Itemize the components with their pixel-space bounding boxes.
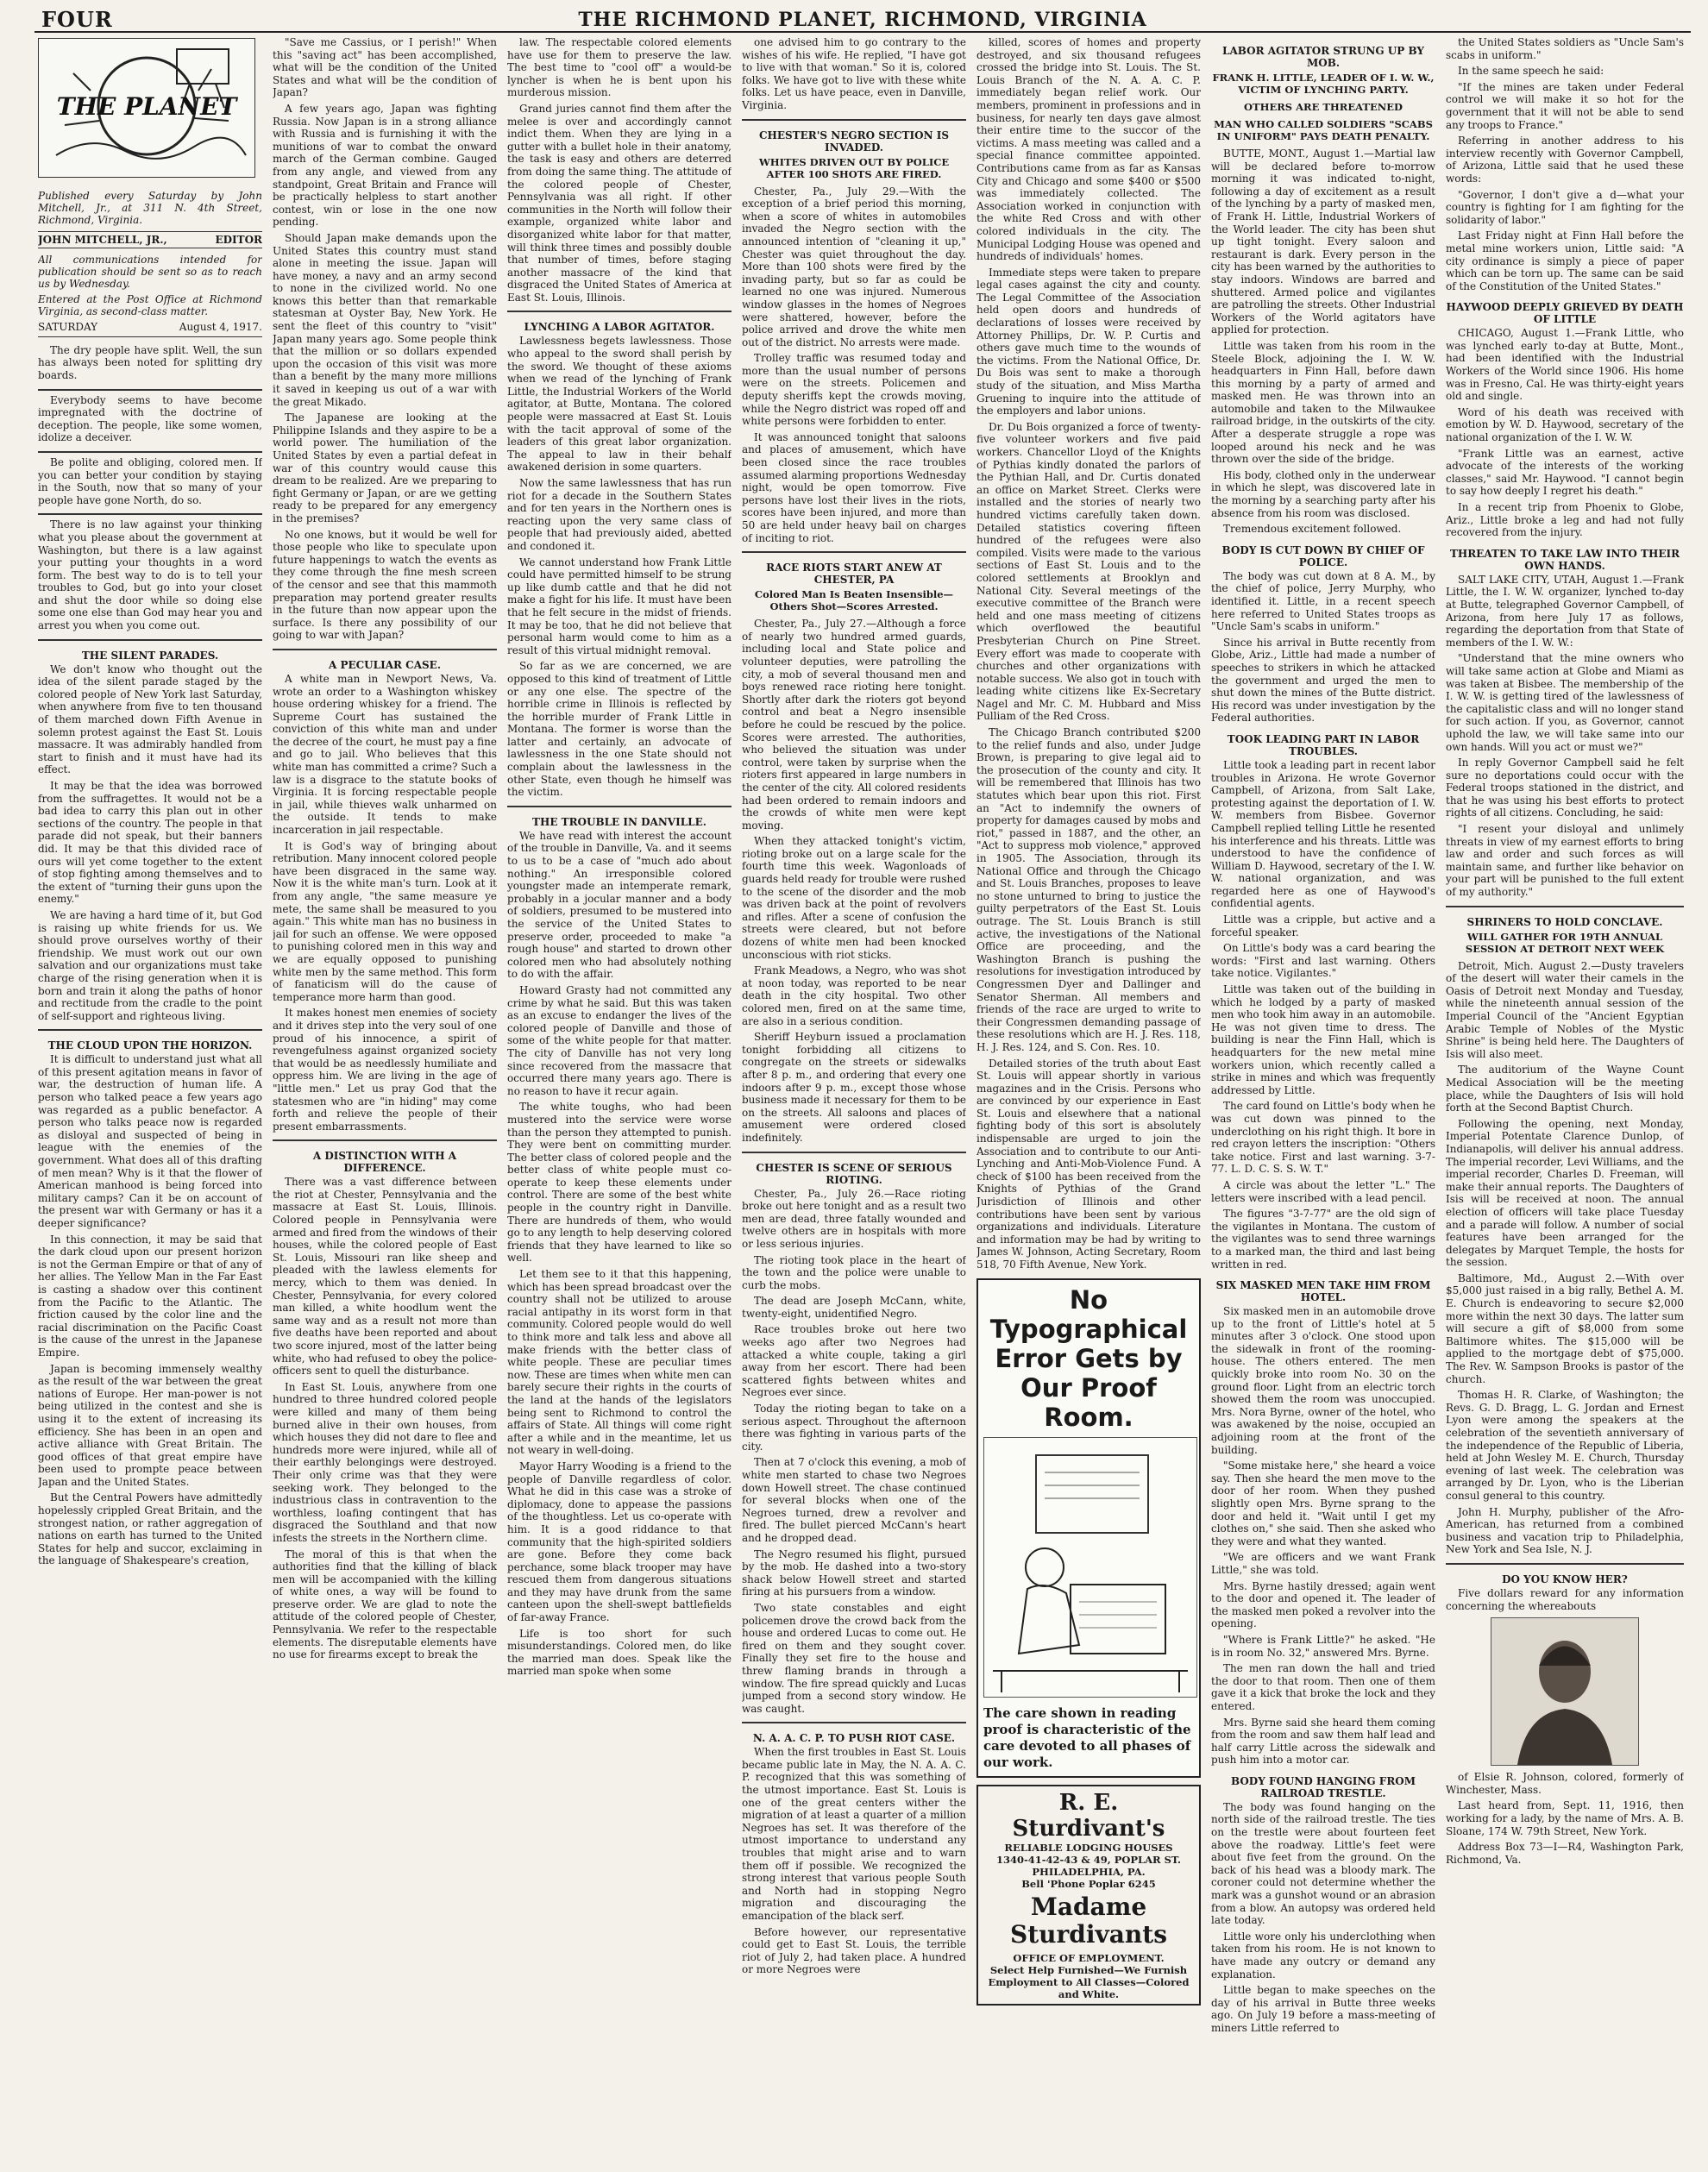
article-subheading: FRANK H. LITTLE, LEADER OF I. W. W., VICTIM OF LYNCHING PARTY. xyxy=(1212,72,1435,96)
article-heading: A DISTINCTION WITH A DIFFERENCE. xyxy=(312,1150,457,1175)
paragraph: The Japanese are looking at the Philippine Islands and they aspire to be a world power. The humiliation of the United States by even a partial defeat in war of this country would cause this dream to be realized. Are we preparing to fight Germany or Japan, or are we getting ready to be prepared for any emergency in the premises? xyxy=(273,411,497,524)
paragraph: Little took a leading part in recent labor troubles in Arizona. He wrote Governor Campbell, of Arizona, from Salt Lake, protesting against the deportation of I. W. W. members from Bisbee. Governor Campbell replied telling Little he resented his interference and his threats. Little was understood to have the confidence of William D. Haywood, secretary of the I. W. W. national organization, and was regarded here as one of Haywood's confidential agents. xyxy=(1211,758,1435,910)
article-heading: SHRINERS TO HOLD CONCLAVE. xyxy=(1466,915,1663,928)
paragraph: In reply Governor Campbell said he felt sure no deportations could occur with the Federal troops stationed in the district, and that he was using his best efforts to protect rights of all citizens. Concluding, he said: xyxy=(1446,756,1684,819)
paragraph: A white man in Newport News, Va. wrote an order to a Washington whiskey house ordering whiskey for a friend. The Supreme Court has sustained the conviction of this white man and under the decree of the court, he must pay a fine and go to jail. Who believes that this white man has committed a crime? Such a law is a disgrace to the statute books of Virginia. It is forcing respectable people in jail, while thieves walk unharmed on the outside. It tends to make incarceration in jail respectable. xyxy=(273,672,497,837)
paragraph: Detailed stories of the truth about East St. Louis will appear shortly in various magazines and in the Crisis. Persons who are convinced by our experience in East St. Louis and elsewhere that a national fighting body of this sort is absolutely indispensable are urged to join the Association and to contribute to our Anti-Lynching and Anti-Mob-Violence Fund. A check of $100 has been received from the Knights of Pythias of the Grand Jurisdiction of Illinois and other contributions have been sent by various organizations and individuals. Literature and information may be had by writing to James W. Johnson, Acting Secretary, Room 518, 70 Fifth Avenue, New York. xyxy=(976,1057,1201,1271)
paragraph: Trolley traffic was resumed today and more than the usual number of persons were on the streets. Policemen and deputy sheriffs kept the crowds moving, while the Negro district was roped off and white persons were forbidden to enter. xyxy=(742,352,966,428)
paragraph: Should Japan make demands upon the United States this country must stand alone in meeting the issue. Japan will have money, a navy and an army second to none in the civilized world. No one knows this better than that remarkable statesman at Oyster Bay, New York. He sent the fleet of this country to "visit" Japan many years ago. Some people think that the million or so dollars expended upon the occasion of this visit was more than a benefit by the many more millions it saved in keeping us out of a war with the great Mikado. xyxy=(273,231,497,408)
divider xyxy=(1446,906,1684,907)
paragraph: Mayor Harry Wooding is a friend to the people of Danville regardless of color. What he did in this case was a stroke of diplomacy, done to appease the passions of the thoughtless. Let us co-operate with him. It is a good riddance to that community that the high-spirited soldiers are gone. Before they come back perchance, some black trooper may have rescued them from dangerous situations and they may have drunk from the same canteen upon the shell-swept battlefields of far-away France. xyxy=(507,1460,732,1624)
paragraph: The moral of this is that when the authorities find that the killing of black men will be accompanied with the killing of white ones, a way will be found to preserve order. We are glad to note the attitude of the colored people of Chester, Pennsylvania. We refer to the respectable elements. The disreputable elements have no use for firearms except to break the xyxy=(273,1547,497,1661)
divider xyxy=(38,389,262,391)
paragraph: "Where is Frank Little?" he asked. "He is in room No. 32," answered Mrs. Byrne. xyxy=(1211,1633,1435,1659)
paragraph: Japan is becoming immensely wealthy as the result of the war between the great nations of Europe. Her man-power is not being utilized in the contest and she is using it to the extent of increasing its efficiency. She has been in an open and active alliance with Great Britain. The good offices of that great empire have been used to prompte peace between Japan and the United States. xyxy=(38,1362,262,1488)
paragraph: Tremendous excitement followed. xyxy=(1223,523,1402,536)
paragraph: We have read with interest the account of the trouble in Danville, Va. and it seems to us to be a case of "much ado about nothing." An irresponsible colored youngster made an intemperate remark, probably in a jocular manner and a body of soldiers, presumed to be mustered into the service of the United States to preserve order, proceeded to make "a rough house" and started to drown other colored men who had absolutely nothing to do with the affair. xyxy=(507,829,732,981)
paragraph: "Save me Cassius, or I perish!" When this "saving act" has been accomplished, what will be the condition of the United States and what will be the condition of Japan? xyxy=(273,36,497,99)
ad-business-name: R. E. Sturdivant's xyxy=(1012,1790,1165,1842)
ad-address: 1340-41-42-43 & 49, POPLAR ST. xyxy=(995,1854,1181,1867)
issue-date xyxy=(38,321,262,337)
paragraph: one advised him to go contrary to the wishes of his wife. He replied, "I have got to live with that woman." So it is, colored folks. We have got to live with these white folks. Let us have peace, even in Danville, Virginia. xyxy=(742,36,966,111)
paragraph: "Frank Little was an earnest, active advocate of the interests of the working classes," said Mr. Haywood. "I cannot begin to say how deeply I regret his death." xyxy=(1446,447,1684,498)
article-subheading: WILL GATHER FOR 19TH ANNUAL SESSION AT DETROIT NEXT WEEK xyxy=(1465,930,1665,955)
column-6 xyxy=(1211,36,1435,2163)
paragraph: Since his arrival in Butte recently from Globe, Ariz., Little had made a number of speeches to strikers in which he attacked the government and urged the men to shut down the mines of the Butte district. His record was under investigation by the Federal authorities. xyxy=(1211,636,1435,725)
paragraph: In East St. Louis, anywhere from one hundred to three hundred colored people were killed and many of them being burned alive in their own houses, from which houses they did not dare to flee and hundreds more were injured, while all of their earthly belongings were destroyed. Their only crime was that they were seeking work. They belonged to the industrious class in contravention to the worthless, loafing contingent that has disgraced the Southland and that now infests the streets in the Northern clime. xyxy=(273,1380,497,1544)
paragraph: CHICAGO, August 1.—Frank Little, who was lynched early to-day at Butte, Mont., had been identified with the Industrial Workers of the World since 1906. His home was in Fresno, Cal. He was thirty-eight years old and single. xyxy=(1446,327,1684,403)
paragraph: SALT LAKE CITY, UTAH, August 1.—Frank Little, the I. W. W. organizer, lynched to-day at Butte, telegraphed Governor Campbell, of Arizona, from here July 17 as follows, regarding the deportation from that State of members of the I. W. W.: xyxy=(1446,573,1684,649)
column-3 xyxy=(507,36,732,2163)
ad-line: RELIABLE LODGING HOUSES xyxy=(1004,1842,1173,1855)
paragraph: "Governor, I don't give a d—what your country is fighting for I am fighting for the solidarity of labor." xyxy=(1446,188,1684,226)
paragraph: Then at 7 o'clock this evening, a mob of white men started to chase two Negroes down Howell street. The chase continued for several blocks when one of the Negroes turned, drew a revolver and fired. The bullet pierced McCann's heart and he dropped dead. xyxy=(742,1456,966,1544)
paragraph: But the Central Powers have admittedly hopelessly crippled Great Britain, and the strongest nation, or rather aggregation of nations on earth has turned to the United States for help and succor, exclaiming in the language of Shakespeare's creation, xyxy=(38,1491,262,1567)
paragraph: On Little's body was a card bearing the words: "First and last warning. Others take notice. Vigilantes." xyxy=(1211,942,1435,980)
paragraph: We cannot understand how Frank Little could have permitted himself to be strung up like dumb cattle and that he did not make a fight for his life. It must have been that he felt secure in the midst of friends. It may be too, that he did not believe that personal harm would come to him as a result of this virtual midnight removal. xyxy=(507,556,732,656)
paragraph: Sheriff Heyburn issued a proclamation tonight forbidding all citizens to congregate on the streets or sidewalks after 8 p. m., and ordering that every one indoors after 9 p. m., except those whose business made it necessary for them to be on the streets. All saloons and places of amusement were ordered closed indefinitely. xyxy=(742,1031,966,1144)
paragraph: killed, scores of homes and property destroyed, and six thousand refugees crossed the bridge into St. Louis. The St. Louis Branch of the N. A. A. C. P. immediately began relief work. Our members, prominent in professions and in business, for nearly ten days gave almost their entire time to the succor of the victims. A mass meeting was called and a special finance committee appointed. Contributions came from as far as Kansas City and Chicago and some $400 or $500 was immediately collected. The Association worked in conjunction with the white Red Cross and with other colored individuals in the city. The Municipal Lodging House was opened and hundreds of individuals' homes. xyxy=(976,36,1201,263)
paragraph: BUTTE, MONT., August 1.—Martial law will be declared before to-morrow morning it was indicated to-night, following a day of excitement as a result of the lynching by a party of masked men, of Frank H. Little, Industrial Workers of the World leader. The city has been shut up tight tonight. Every saloon and restaurant is dark. Every person in the city has been warned by the authorities to stay indoors. Windows are barred and shuttered. Armed police and vigilantes are patrolling the streets. Other Industrial Workers of the World agitators have applied for protection. xyxy=(1211,148,1435,336)
paragraph: Baltimore, Md., August 2.—With over $5,000 just raised in a big rally, Bethel A. M. E. Church is endeavoring to secure $2,000 more within the next 30 days. The latter sum will secure a gift of $8,000 from some Baltimore whites. The $15,000 will be applied to the mortgage debt of $75,000. The Rev. W. Sampson Brooks is pastor of the church. xyxy=(1446,1271,1684,1385)
paragraph: It is God's way of bringing about retribution. Many innocent colored people have been disgraced in the same way. Now it is the white man's turn. Look at it from any angle, "the same measure ye mete, the same shall be measured to you again." This white man has no business in jail for such an offense. We were opposed to punishing colored men in this way and we are equally opposed to punishing white men by the same method. This form of fanaticism will do the cause of temperance more harm than good. xyxy=(273,839,497,1003)
paragraph: We don't know who thought out the idea of the silent parade staged by the colored people of New York last Saturday, when anywhere from five to ten thousand of them marched down Fifth Avenue in solemn protest against the East St. Louis massacre. It was admirably handled from start to finish and it must have had its effect. xyxy=(38,662,262,776)
article-heading: LYNCHING A LABOR AGITATOR. xyxy=(524,321,715,334)
portrait-photo xyxy=(1491,1617,1639,1766)
article-subheading: Colored Man Is Beaten Insensible—Others Shot—Scores Arrested. xyxy=(754,588,954,613)
column-2 xyxy=(273,36,497,2163)
ad-headline: No Typographical Error Gets by Our Proof Room. xyxy=(989,1284,1188,1432)
paragraph: Little was taken out of the building in which he lodged by a party of masked men who took him away in an automobile. He was not given time to dress. The building is near the Finn Hall, which is headquarters for the new metal mine workers union, which recently called a strike in mines and which was frequently addressed by Little. xyxy=(1211,983,1435,1096)
divider xyxy=(742,119,966,121)
paragraph: Chester, Pa., July 29.—With the exception of a brief period this morning, when a score of whites in automobiles invaded the Negro section with the announced intention of "cleaning it up," Chester was quiet throughout the day. More than 100 shots were fired by the invading party, but so far as could be learned no one was injured. Numerous window glasses in the homes of Negroes were shattered, however, before the police arrived and drove the white men out of the district. No arrests were made. xyxy=(742,185,966,348)
paragraph: Little was a cripple, but active and a forceful speaker. xyxy=(1211,913,1435,938)
proofreader-illustration xyxy=(983,1437,1197,1698)
paragraph: The figures "3-7-77" are the old sign of the vigilantes in Montana. The custom of the vigilantes was to send three warnings to a marked man, the third and last being written in red. xyxy=(1211,1208,1435,1271)
divider xyxy=(507,311,732,312)
article-heading: BODY IS CUT DOWN BY CHIEF OF POLICE. xyxy=(1221,543,1425,568)
paragraph: We are having a hard time of it, but God is raising up white friends for us. We should prove ourselves worthy of their friendship. We must work out our own salvation and our organizations must take charge of the rising generation when it is born and train it along the paths of honor and rectitude from the cradle to the point of self-support and righteous living. xyxy=(38,908,262,1022)
paragraph: Word of his death was received with emotion by W. D. Haywood, secretary of the national organization of the I. W. W. xyxy=(1446,405,1684,444)
article-heading: THE TROUBLE IN DANVILLE. xyxy=(532,815,706,828)
paragraph: When they attacked tonight's victim, rioting broke out on a large scale for the fourth time this week. Wagonloads of guards held ready for trouble were rushed to the scene of the disorder and the mob was driven back at the point of revolvers and rifles. After a scene of confusion the streets were cleared, but not before dozens of white men had been knocked unconscious with riot sticks. xyxy=(742,835,966,961)
paragraph: The dry people have split. Well, the sun has always been noted for splitting dry boards. xyxy=(38,343,262,381)
editor-line xyxy=(38,231,262,249)
paragraph: Frank Meadows, a Negro, who was shot at noon today, was reported to be near death in the city hospital. Two other colored men, fired on at the same time, are also in a serious condition. xyxy=(742,964,966,1027)
ad-line: OFFICE OF EMPLOYMENT. xyxy=(1013,1952,1165,1965)
paragraph: Mrs. Byrne hastily dressed; again went to the door and opened it. The leader of the masked men poked a revolver into the opening. xyxy=(1211,1579,1435,1630)
paragraph: "If the mines are taken under Federal control we will make it so hot for the government that it will not be able to send any troops to France." xyxy=(1446,80,1684,131)
article-heading: RACE RIOTS START ANEW AT CHESTER, PA xyxy=(766,562,942,587)
paragraph: When the first troubles in East St. Louis became public late in May, the N. A. A. C. P. recognized that this was something of the utmost importance. East St. Louis is one of the great centers wither the migration of at least a quarter of a million Negroes has set. It was therefore of the utmost importance to understand any troubles that might arise and to warn them off if possible. We recognized the strong interest that various people South and North had in stopping Negro migration and discouraging the emancipation of the black serf. xyxy=(742,1746,966,1922)
paragraph: of Elsie R. Johnson, colored, formerly of Winchester, Mass. xyxy=(1446,1771,1684,1796)
paragraph: "We are officers and we want Frank Little," she was told. xyxy=(1211,1551,1435,1576)
newspaper-title: THE RICHMOND PLANET, RICHMOND, VIRGINIA xyxy=(578,9,1147,31)
paragraph: His body, clothed only in the underwear in which he slept, was discovered late in the morning by a searching party after his absence from his room was disclosed. xyxy=(1211,468,1435,519)
paragraph: Detroit, Mich. August 2.—Dusty travelers of the desert will water their camels in the Oasis of Detroit next Monday and Tuesday, while the nineteenth annual session of the Imperial Council of the "Ancient Egyptian Arabic Temple of Nobles of the Mystic Shrine" is being held here. The Daughters of Isis will also meet. xyxy=(1446,959,1684,1060)
paragraph: There was a vast difference between the riot at Chester, Pennsylvania and the massacre at East St. Louis, Illinois. Colored people in Pennsylvania were armed and fired from the windows of their houses, while the colored people of East St. Louis, Missouri ran like sheep and pleaded with the lawless elements for mercy, which to them was denied. In Chester, Pennsylvania, for every colored man killed, a white hoodlum went the same way and as a result not more than five deaths have been reported and about two score injured, most of the latter being white, who had refused to obey the police-officers sent to quell the disturbance. xyxy=(273,1176,497,1378)
paragraph: It is difficult to understand just what all of this present agitation means in favor of war, the destruction of human life. A person who talked peace a few years ago was regarded as a public benefactor. A person who talks peace now is regarded as disloyal and suspected of being in league with the enemies of the government. What does all of this drafting of men mean? Why is it that the flower of American manhood is being forced into military camps? Can it be on account of the present war with Germany or has it a deeper significance? xyxy=(38,1053,262,1229)
entry-notice: Entered at the Post Office at Richmond Virginia, as second-class matter. xyxy=(38,293,262,318)
communications-notice: All communications intended for publication should be sent so as to reach us by Wednesday. xyxy=(38,254,262,291)
editor-name: JOHN MITCHELL, JR., xyxy=(38,233,167,246)
paragraph: law. The respectable colored elements have use for them to preserve the law. The best time to "cool off" a would-be lyncher is when he is bent upon his murderous mission. xyxy=(507,36,732,99)
paragraph: Five dollars reward for any information concerning the whereabouts xyxy=(1446,1586,1684,1612)
masthead xyxy=(35,5,1691,33)
paragraph: In this connection, it may be said that the dark cloud upon our present horizon is not the German Empire or that of any of her allies. The Yellow Man in the Far East is casting a shadow over this continent from the Pacific to the Atlantic. The friction caused by the color line and the racial discrimination on the Pacific Coast is the cause of the unrest in the Japanese Empire. xyxy=(38,1233,262,1359)
article-heading: THE CLOUD UPON THE HORIZON. xyxy=(47,1039,253,1052)
paragraph: Everybody seems to have become impregnated with the doctrine of deception. The people, like some women, idolize a deceiver. xyxy=(38,393,262,444)
article-subheading: WHITES DRIVEN OUT BY POLICE AFTER 100 SHOTS ARE FIRED. xyxy=(758,155,950,180)
paragraph: The rioting took place in the heart of the town and the police were unable to curb the mobs. xyxy=(742,1253,966,1291)
paragraph: The Negro resumed his flight, pursued by the mob. He dashed into a two-story shack below Howell street and started firing at his pursuers from a window. xyxy=(742,1547,966,1598)
divider xyxy=(273,649,497,650)
paragraph: Following the opening, next Monday, Imperial Potentate Clarence Dunlop, of Indianapolis, will deliver his annual address. The imperial recorder, Levi Williams, and the imperial recorder, Charles D. Freeman, will make their annual reports. The Daughters of Isis will be received at noon. The annual election of officers will take place Tuesday and a parade will follow. A number of social features have been arranged for the delegates by Marquet Temple, the hosts for the session. xyxy=(1446,1117,1684,1269)
divider xyxy=(38,639,262,641)
divider xyxy=(507,806,732,807)
article-heading: N. A. A. C. P. TO PUSH RIOT CASE. xyxy=(752,1732,956,1745)
issue-date-value: August 4, 1917. xyxy=(179,321,262,334)
divider xyxy=(1446,1563,1684,1565)
paragraph: Now the same lawlessness that has run riot for a decade in the Southern States and for ten years in the Northern ones is reacting upon the very same class of people that had previously aided, abetted and condoned it. xyxy=(507,477,732,552)
column-4 xyxy=(742,36,966,2163)
ad-tagline: The care shown in reading proof is characteristic of the care devoted to all phases of our work. xyxy=(983,1705,1191,1771)
paragraph: "Understand that the mine owners who will take same action at Globe and Miami as was taken at Bisbee. The membership of the I. W. W. is getting tired of the lawlessness of the capitalistic class and will no longer stand for such action. If you, as Governor, cannot uphold the law, we will take same into our own hands. Will you act or must we?" xyxy=(1446,652,1684,753)
paragraph: Mrs. Byrne said she heard them coming from the room and saw them half lead and half carry Little across the sidewalk and push him into a motor car. xyxy=(1211,1716,1435,1767)
paragraph: Referring in another address to his interview recently with Governor Campbell, of Arizona, Little said that he used these words: xyxy=(1446,135,1684,185)
paragraph: The body was cut down at 8 A. M., by the chief of police, Jerry Murphy, who identified it. Little, in a recent speech here referred to United States troops as "Uncle Sam's scabs in uniform." xyxy=(1211,569,1435,633)
page-number: FOUR xyxy=(41,7,113,32)
issue-day: SATURDAY xyxy=(38,321,98,334)
divider xyxy=(38,513,262,515)
article-heading: CHESTER IS SCENE OF SERIOUS RIOTING. xyxy=(756,1161,952,1186)
ad-city: PHILADELPHIA, PA. xyxy=(1032,1866,1146,1879)
article-subheading: OTHERS ARE THREATENED xyxy=(1244,101,1403,113)
divider xyxy=(742,1722,966,1723)
paragraph: The auditorium of the Wayne Count Medical Association will be the meeting place, while the Daughters of Isis will hold forth at the Second Baptist Church. xyxy=(1446,1064,1684,1114)
paragraph: Grand juries cannot find them after the melee is over and accordingly cannot indict them. When they are lying in a gutter with a bullet hole in their anatomy, the task is easy and others are deterred from doing the same thing. The attitude of the colored people of Chester, Pennsylvania was all right. If other communities in the North will follow their example, organized white labor and disorganized white labor for that matter, will think three times and possibly double that number of times, before staging another massacre of the kind that disgraced the United States of America at East St. Louis, Illinois. xyxy=(507,102,732,304)
paragraph: In a recent trip from Phoenix to Globe, Ariz., Little broke a leg and had not fully recovered from the injury. xyxy=(1446,501,1684,539)
column-5 xyxy=(976,36,1201,2163)
paragraph: Little was taken from his room in the Steele Block, adjoining the I. W. W. headquarters in Finn Hall, before dawn this morning by a party of armed and masked men. He was thrown into an automobile and taken to the Milwaukee railroad bridge, in the outskirts of the city. After a desperate struggle a rope was looped around his neck and he was thrown over the side of the bridge. xyxy=(1211,339,1435,466)
divider xyxy=(38,1029,262,1031)
article-heading: CHESTER'S NEGRO SECTION IS INVADED. xyxy=(758,129,950,154)
paragraph: Little wore only his underclothing when taken from his room. He is not known to have made any outcry or demand any explanation. xyxy=(1211,1930,1435,1981)
paragraph: Dr. Du Bois organized a force of twenty-five volunteer workers and five paid workers. Chancellor Lloyd of the Knights of Pythias kindly donated the parlors of the Pythian Hall, and Dr. Curtis donated an office on Market Street. Clerks were installed and the stories of nearly two hundred victims carefully taken down. Detailed statistics covering fifteen hundred of the refugees were also compiled. Visits were made to the various sections of East St. Louis and to the colored settlements at Brooklyn and National City. Several meetings of the executive committee of the Branch were held and one mass meeting of citizens which overflowed the beautiful Presbyterian Church on Pine Street. Every effort was made to cooperate with churches and other organizations with notable success. We also got in touch with leading white citizens like Ex-Secretary Nagel and Mr. C. M. Hubbard and Miss Pulliam of the Red Cross. xyxy=(976,420,1201,723)
paragraph: Before however, our representative could get to East St. Louis, the terrible riot of July 2, had taken place. A hundred or more Negroes were xyxy=(742,1925,966,1976)
column-7 xyxy=(1446,36,1684,2163)
paragraph: The dead are Joseph McCann, white, twenty-eight, unidentified Negro. xyxy=(742,1295,966,1320)
logo-text: THE PLANET xyxy=(56,92,237,121)
paragraph: Little began to make speeches on the day of his arrival in Butte three weeks ago. On July 19 before a mass-meeting of miners Little referred to xyxy=(1211,1984,1435,2034)
paragraph: "Some mistake here," she heard a voice say. Then she heard the men move to the door of her room. When they pushed slightly open Mrs. Byrne sprang to the door and held it. "Wait until I get my clothes on," she said. Then she asked who they were and what they wanted. xyxy=(1211,1460,1435,1547)
ad-line: Select Help Furnished—We Furnish Employment to All Classes—Colored and White. xyxy=(988,1964,1190,2001)
article-heading: BODY FOUND HANGING FROM RAILROAD TRESTLE. xyxy=(1230,1774,1416,1799)
planet-logo xyxy=(38,38,255,178)
paragraph: Chester, Pa., July 26.—Race rioting broke out here tonight and as a result two men are dead, three fatally wounded and twelve others are in hospitals with more or less serious injuries. xyxy=(742,1187,966,1250)
paragraph: Address Box 73—I—R4, Washington Park, Richmond, Va. xyxy=(1446,1841,1684,1866)
paragraph: The white toughs, who had been mustered into the service were worse than the person they attempted to punish. They were bent on committing murder. The better class of colored people and the better class of white people must co-operate to keep these elements under control. There are some of the best white people in the country right in Danville. There are hundreds of them, who would go to any length to help deserving colored friends that they have learned to like so well. xyxy=(507,1101,732,1265)
article-heading: LABOR AGITATOR STRUNG UP BY MOB. xyxy=(1222,45,1424,69)
paragraph: Life is too short for such misunderstandings. Colored men, do like the married man does. Speak like the married man spoke when some xyxy=(507,1627,732,1678)
article-heading: DO YOU KNOW HER? xyxy=(1502,1573,1628,1585)
paragraph: There is no law against your thinking what you please about the government at Washington, but there is a law against your putting your thoughts in a word form. The best way to do is to tell your troubles to God, but go into your closet and shut the door while so doing else some one else than God may hear you and arrest you when you come out. xyxy=(38,518,262,632)
paragraph: A few years ago, Japan was fighting Russia. Now Japan is in a strong alliance with Russia and is furnishing it with the munitions of war to combat the onward march of the German combine. Gauged from any angle, and viewed from any standpoint, Great Britain and France will be practically helpless to start another contest, win or lose in the one now pending. xyxy=(273,102,497,229)
ad-business-name-2: Madame Sturdivants xyxy=(1010,1893,1167,1949)
article-subheading: MAN WHO CALLED SOLDIERS "SCABS IN UNIFORM" PAYS DEATH PENALTY. xyxy=(1214,118,1433,142)
paragraph: It was announced tonight that saloons and places of amusement, which have been closed since the race troubles assumed alarming proportions Wednesday night, would be open tomorrow. Five persons have lost their lives in the riots, scores have been injured, and more than 50 are held under heavy bail on charges of inciting to riot. xyxy=(742,430,966,544)
paragraph: No one knows, but it would be well for those people who like to speculate upon future happenings to watch the events as they come through the fine mesh screen of the censor and see that this mammoth preparation may portend greater results in the future than now appear upon the surface. Is there any possibility of our going to war with Japan? xyxy=(273,528,497,642)
paragraph: Thomas H. R. Clarke, of Washington; the Revs. G. D. Bragg, L. G. Jordan and Ernest Lyon were among the speakers at the celebration of the seventieth anniversary of the independence of the Republic of Liberia, held at John Wesley M. E. Church, Thursday evening of last week. The celebration was arranged by Dr. Lyon, who is the Liberian consul general to this country. xyxy=(1446,1389,1684,1502)
column-1 xyxy=(38,36,262,2163)
paragraph: Last heard from, Sept. 11, 1916, then working for a lady, by the name of Mrs. A. B. Sloane, 174 W. 79th Street, New York. xyxy=(1446,1799,1684,1837)
article-heading: SIX MASKED MEN TAKE HIM FROM HOTEL. xyxy=(1215,1279,1431,1304)
paragraph: Last Friday night at Finn Hall before the metal mine workers union, Little said: "A city ordinance is simply a piece of paper which can be torn up. The same can be said of the Constitution of the United States." xyxy=(1446,229,1684,292)
publication-info: Published every Saturday by John Mitchell, Jr., at 311 N. 4th Street, Richmond, Virginia. xyxy=(38,189,262,226)
article-heading: A PECULIAR CASE. xyxy=(328,658,442,671)
article-heading: THE SILENT PARADES. xyxy=(81,649,219,662)
paragraph: The card found on Little's body when he was cut down was pinned to the underclothing on his right thigh. It bore in red crayon letters the inscription: "Others take notice. First and last warning. 3-7-77. L. D. C. S. S. W. T." xyxy=(1211,1100,1435,1176)
divider xyxy=(38,451,262,453)
portrait-image xyxy=(1491,1618,1638,1765)
sturdivant-advertisement xyxy=(976,1785,1201,2006)
divider xyxy=(273,1139,497,1141)
paragraph: Today the rioting began to take on a serious aspect. Throughout the afternoon there was fighting in various parts of the city. xyxy=(742,1403,966,1453)
paragraph: Immediate steps were taken to prepare legal cases against the city and county. The Legal Committee of the Association held open doors and hundreds of declarations of losses were received by Attorney Phillips, Dr. W. P. Curtis and others gave much time to the wounds of the victims. From the National Office, Dr. Du Bois was sent to make a thorough study of the situation, and Miss Martha Gruening to inquire into the attitude of the employers and labor unions. xyxy=(976,266,1201,417)
proof-room-advertisement xyxy=(976,1278,1201,1779)
divider xyxy=(742,551,966,553)
paragraph: The body was found hanging on the north side of the railroad trestle. The ties on the trestle were about fourteen feet above the roadway. Little's feet were about five feet from the ground. On the back of his head was a bloody mark. The coroner could not determine whether the mark was a gunshot wound or an abrasion from a blow. An autopsy was ordered held late today. xyxy=(1211,1800,1435,1927)
article-heading: TOOK LEADING PART IN LABOR TROUBLES. xyxy=(1227,732,1420,757)
divider xyxy=(742,1152,966,1153)
paragraph: Race troubles broke out here two weeks ago after two Negroes had attacked a white couple, taking a girl away from her escort. There had been scattered fights between whites and Negroes ever since. xyxy=(742,1323,966,1399)
paragraph: Let them see to it that this happening, which has been spread broadcast over the country shall not be utilized to arouse racial antipathy in its worst form in that community. Colored people would do well to think more and talk less and above all make friends with the better class of white people. These are peculiar times now. These are times when white men can barely secure their rights in the courts of the land at the hands of the legislators being sent to Richmond to control the affairs of State. All things will come right after a while and in the meantime, let us not weary in well-doing. xyxy=(507,1268,732,1457)
paragraph: In the same speech he said: xyxy=(1458,65,1604,78)
paragraph: Six masked men in an automobile drove up to the front of Little's hotel at 5 minutes after 3 o'clock. One stood upon the sidewalk in front of the rooming-house. The others entered. The men quickly broke into room No. 30 on the ground floor. Light from an electric torch showed them the room was unoccupied. Mrs. Nora Byrne, owner of the hotel, who was awakened by the noise, occupied an adjoining room at the front of the building. xyxy=(1211,1305,1435,1456)
editor-title: EDITOR xyxy=(215,233,262,246)
article-heading: HAYWOOD DEEPLY GRIEVED BY DEATH OF LITTLE xyxy=(1446,301,1684,326)
paragraph: Howard Grasty had not committed any crime by what he said. But this was taken as an excuse to endanger the lives of the colored people of Danville and those of some of the white people for that matter. The city of Danville has not very long since recovered from the massacre that occurred there many years ago. There is no reason to have it recur again. xyxy=(507,983,732,1097)
paragraph: Two state constables and eight policemen drove the crowd back from the house and ordered Lucas to come out. He fired on them and they sought cover. Finally they set fire to the house and threw flaming brands in through a window. The fire spread quickly and Lucas jumped from a second story window. He was caught. xyxy=(742,1601,966,1715)
paragraph: Lawlessness begets lawlessness. Those who appeal to the sword shall perish by the sword. We thought of these axioms when we read of the lynching of Frank Little, the Industrial Workers of the World agitator, at Butte, Montana. The colored people were massacred at East St. Louis with the tacit approval of some of the leaders of this great labor organization. The appeal to law in their behalf awakened derision in some quarters. xyxy=(507,335,732,474)
paragraph: It may be that the idea was borrowed from the suffragettes. It would not be a bad idea to carry this plan out in other sections of the country. The people in that parade did not speak, but their banners did. It may be that this divided race of ours will yet come together to the extent of stop fighting among themselves and to the extent of "turning their guns upon the enemy." xyxy=(38,780,262,906)
paragraph: Chester, Pa., July 27.—Although a force of nearly two hundred armed guards, including local and State police and volunteer deputies, were patrolling the city, a mob of several thousand men and boys renewed race rioting here tonight. Shortly after dark the rioters got beyond control and beat a Negro insensible before he could be rescued by the police. Scores were arrested. The authorities, who believed the situation was under control, were taken by surprise when the rioters first appeared in large numbers in the center of the city. All colored residents had been ordered to remain indoors and the crowds of white men were kept moving. xyxy=(742,618,966,832)
paragraph: "I resent your disloyal and unlimely threats in view of my earnest efforts to bring law and order and such forces as will maintain same, and further like behavior on your part will be punished to the full extent of my authority." xyxy=(1446,823,1684,899)
paragraph: A circle was about the letter "L." The letters were inscribed with a lead pencil. xyxy=(1211,1178,1435,1204)
paragraph: The men ran down the hall and tried the door to that room. Then one of them gave it a kick that broke the lock and they entered. xyxy=(1211,1662,1435,1712)
paragraph: Be polite and obliging, colored men. If you can better your condition by staying in the South, now that so many of your people have gone North, do so. xyxy=(38,455,262,506)
ad-phone: Bell 'Phone Poplar 6245 xyxy=(1021,1878,1156,1891)
paragraph: John H. Murphy, publisher of the Afro-American, has returned from a combined business and vacation trip to Philadelphia, New York and Sea Isle, N. J. xyxy=(1446,1505,1684,1556)
paragraph: It makes honest men enemies of society and it drives step into the very soul of one proud of his innocence, a spirit of revengefulness against organized society that would be as needlessly humiliate and oppress him. We are living in the age of "little men." Let us pray God that the statesmen who are "in hiding" may come forth and relieve the people of their present embarrassments. xyxy=(273,1007,497,1133)
paragraph: the United States soldiers as "Uncle Sam's scabs in uniform." xyxy=(1446,36,1684,61)
article-heading: THREATEN TO TAKE LAW INTO THEIR OWN HANDS. xyxy=(1449,547,1680,572)
paragraph: So far as we are concerned, we are opposed to this kind of treatment of Little or any one else. The spectre of the horrible crime in Illinois is reflected by the horrible murder of Frank Little in Montana. The former is worse than the latter and certainly, an advocate of lawlessness in the one State should not complain about the lawlessness in the other State, even though he himself was the victim. xyxy=(507,660,732,799)
paragraph: The Chicago Branch contributed $200 to the relief funds and also, under Judge Brown, is preparing to give legal aid to the prosecution of the county and city. It will be remembered that Illinois has two statutes which bear upon this riot. First an "Act to indemnify the owners of property for damages caused by mobs and riot," passed in 1887, and the other, an "Act to suppress mob violence," approved in 1905. The Association, through its National Office and through the Chicago and St. Louis Branches, proposes to leave no stone unturned to bring to justice the guilty perpetrators of the East St. Louis outrage. The St. Louis Branch is still active, the investigations of the National Office are proceeding, and the Washington Branch is pushing the resolutions for investigation introduced by Congressmen Dyer and Dallinger and Senator Sherman. All members and friends of the race are urged to write to their Congressmen demanding passage of these resolutions which are H. J. Res. 118, H. J. Res. 124, and S. Con. Res. 10. xyxy=(976,726,1201,1053)
